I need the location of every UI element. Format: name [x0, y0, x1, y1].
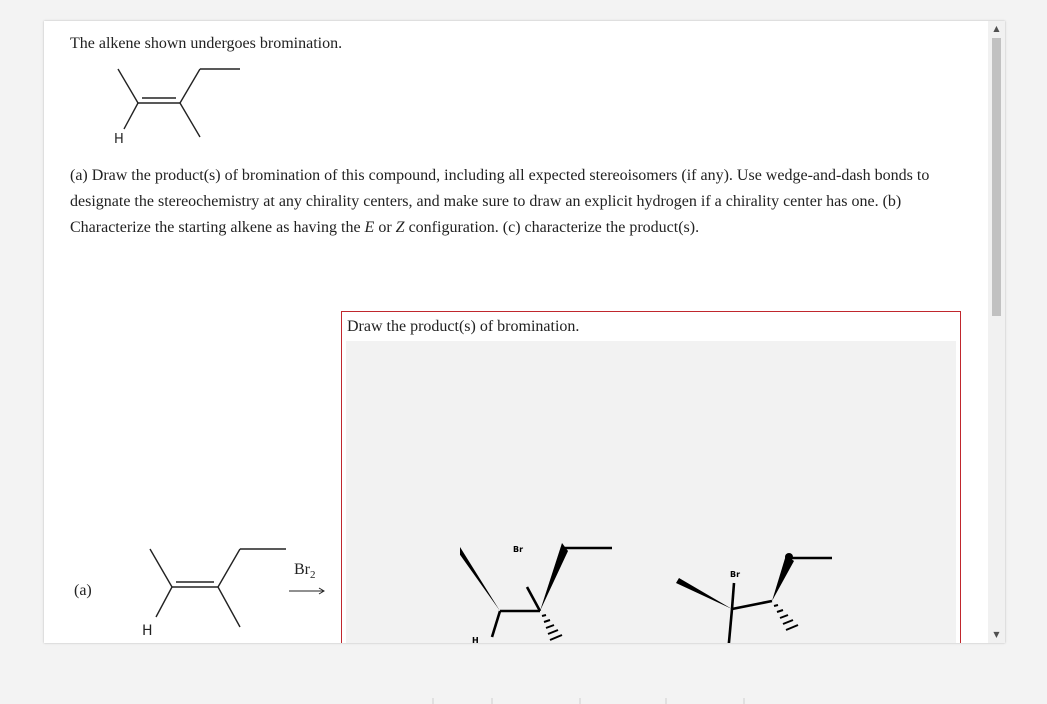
or-text: or	[374, 219, 396, 236]
h-atom-label: H	[142, 623, 153, 637]
question-text	[70, 163, 970, 241]
reagent-label: $Br_2$	[294, 561, 316, 582]
scroll-down-arrow-icon[interactable]: ▼	[993, 630, 1000, 639]
scroll-up-arrow-icon[interactable]: ▲	[993, 24, 1000, 33]
arrow-icon	[288, 585, 328, 597]
part-a-label: (a)	[74, 582, 92, 599]
z-config-label: Z	[395, 219, 405, 236]
dash-bond	[774, 605, 798, 630]
wedge-bond	[676, 578, 732, 609]
e-config-label: E	[364, 219, 375, 236]
drawing-panel-title: Draw the product(s) of bromination.	[347, 318, 580, 335]
question-part-1: (a) Draw the product(s) of bromination of this compound, including all expected stereoisomers (if any). Use wedge-and-dash bonds to designate the stereochemistry at any chirality centers, and make sure to draw an explicit hydrogen if a chirality center has one. (b) Characterize the starting alkene as having the	[70, 167, 930, 236]
reactant-alkene-structure	[136, 541, 296, 637]
product-structure-1[interactable]	[460, 541, 630, 643]
wedge-bond	[772, 555, 794, 601]
h-atom-label: H	[472, 636, 479, 645]
alkene-structure	[112, 65, 252, 145]
drawing-panel[interactable]	[341, 311, 961, 643]
toolbar-separators	[430, 698, 750, 704]
dash-bond	[542, 615, 562, 640]
question-part-2: configuration. (c) characterize the product(s).	[404, 219, 700, 236]
scroll-thumb[interactable]	[992, 38, 1001, 316]
drawing-canvas[interactable]	[346, 341, 956, 643]
product-structure-2[interactable]	[676, 553, 846, 643]
question-panel	[44, 21, 1005, 643]
question-intro: The alkene shown undergoes bromination.	[70, 35, 343, 52]
wedge-bond	[540, 543, 568, 611]
wedge-bond	[460, 547, 500, 611]
br-atom-label: Br	[730, 570, 741, 579]
vertical-scrollbar[interactable]	[988, 21, 1005, 643]
h-atom-label: H	[114, 132, 124, 145]
br-atom-label: Br	[513, 545, 524, 554]
